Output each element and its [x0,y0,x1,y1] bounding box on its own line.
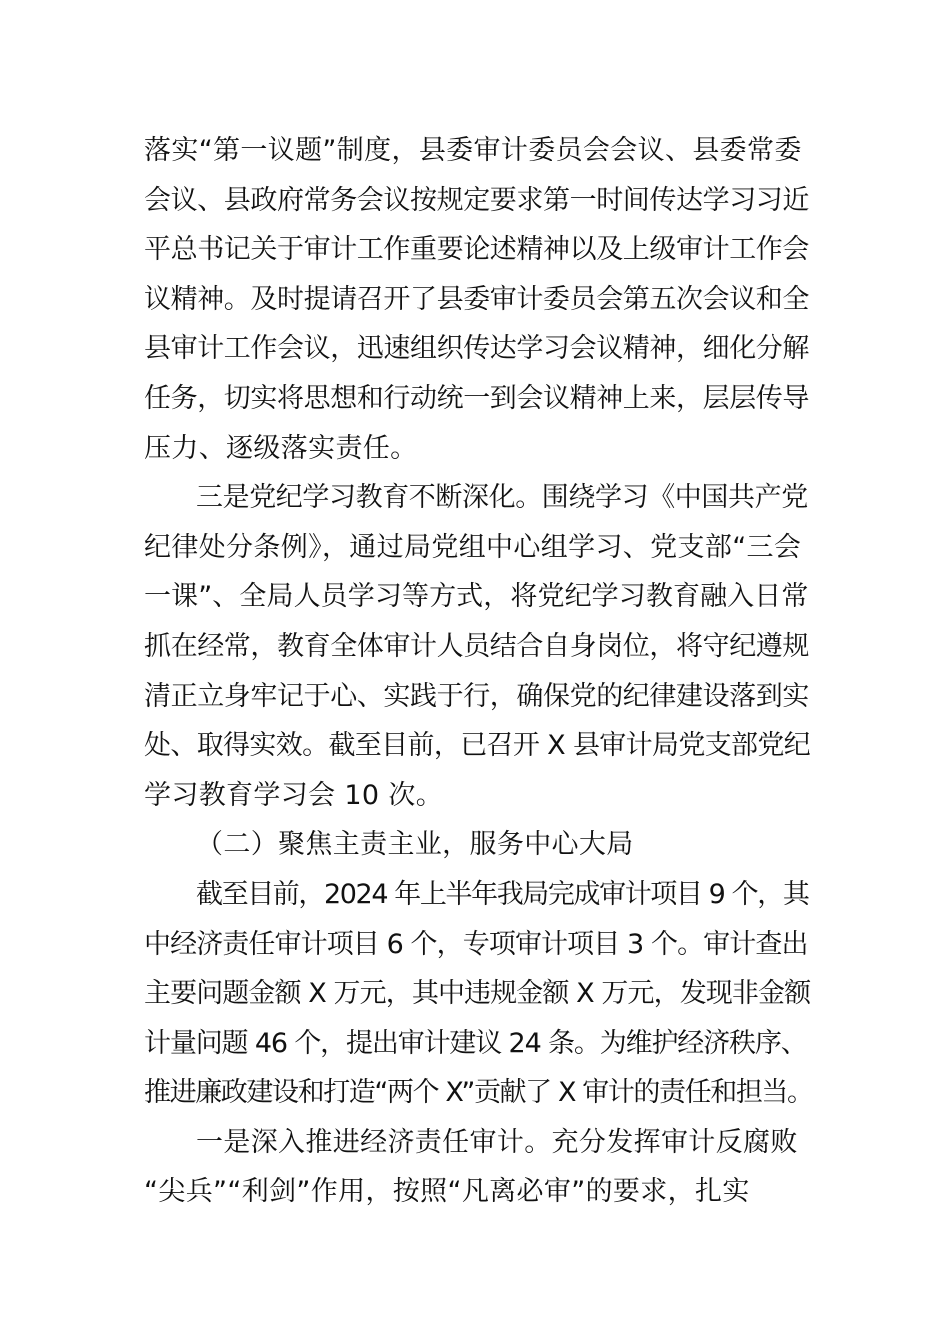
text-line: 落实“第一议题”制度，县委审计委员会会议、县委常委 [144,135,802,166]
text-line: 计量问题 46 个，提出审计建议 24 条。为维护经济秩序、 [144,1027,807,1059]
text-line: 学习教育学习会 10 次。 [144,779,444,811]
text-line: 县审计工作会议，迅速组织传达学习会议精神，细化分解 [144,333,809,365]
text-line: （二）聚焦主责主业，服务中心大局 [196,829,634,861]
text-line: 处、取得实效。截至目前，已召开 X 县审计局党支部党纪 [144,730,811,762]
text-line: 推进廉政建设和打造“两个 X”贡献了 X 审计的责任和担当。 [144,1077,813,1109]
text-line: “尖兵”“利剑”作用，按照“凡离必审”的要求，扎实 [144,1176,750,1208]
text-line: 任务，切实将思想和行动统一到会议精神上来，层层传导 [144,382,809,414]
text-line: 纪律处分条例》，通过局党组中心组学习、党支部“三会 [144,531,802,563]
text-line: 抓在经常，教育全体审计人员结合自身岗位，将守纪遵规 [144,630,809,662]
text-line: 中经济责任审计项目 6 个，专项审计项目 3 个。审计查出 [144,928,808,960]
text-line: 一是深入推进经济责任审计。充分发挥审计反腐败 [196,1126,798,1158]
text-line: 议精神。及时提请召开了县委审计委员会第五次会议和全 [144,283,809,315]
text-line: 压力、逐级落实责任。 [144,432,418,464]
text-line: 清正立身牢记于心、实践于行，确保党的纪律建设落到实 [144,680,809,712]
text-line: 主要问题金额 X 万元，其中违规金额 X 万元，发现非金额 [144,978,811,1010]
text-line: 会议、县政府常务会议按规定要求第一时间传达学习习近 [144,184,809,216]
text-line: 平总书记关于审计工作重要论述精神以及上级审计工作会 [144,234,809,266]
document-body [144,126,812,1217]
text-line: 截至目前，2024 年上半年我局完成审计项目 9 个，其 [196,878,809,910]
text-line: 三是党纪学习教育不断深化。围绕学习《中国共产党 [196,482,808,514]
text-line: 一课”、全局人员学习等方式，将党纪学习教育融入日常 [144,581,809,613]
